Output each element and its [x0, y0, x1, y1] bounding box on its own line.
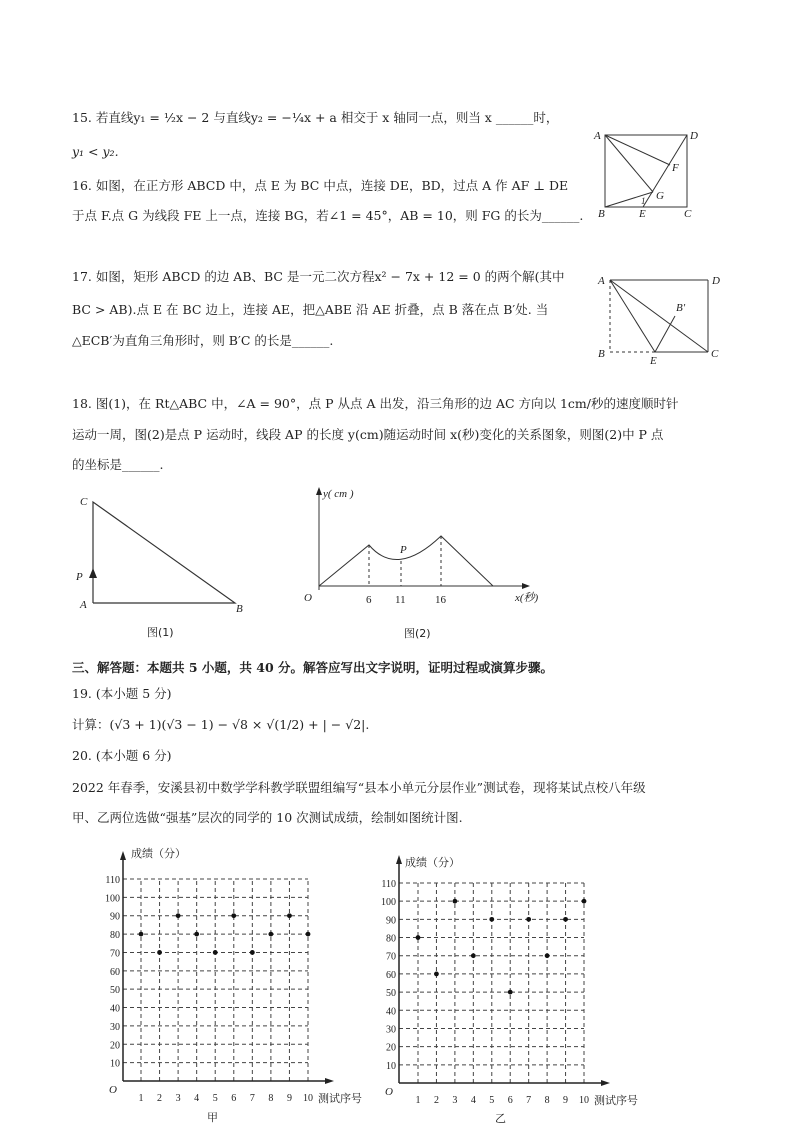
q18-line2: 运动一周，图(2)是点 P 运动时，线段 AP 的长度 y(cm)随运动时间 x(秒)变化的关系图象，则图(2)中 P 点	[72, 427, 664, 442]
q18-triangle-figure	[93, 502, 235, 603]
q16-label-f: F	[672, 162, 679, 174]
arrow-up-icon	[89, 568, 97, 578]
y-tick-label: 30	[386, 1024, 396, 1036]
y-tick-label: 40	[110, 1003, 120, 1015]
y-axis-arrow-icon	[316, 487, 322, 495]
y-axis-arrow-icon	[396, 855, 402, 864]
data-point	[563, 917, 568, 922]
x-tick-label: 7	[249, 1093, 255, 1104]
x-tick-label: 10	[303, 1093, 313, 1104]
q17-label-b: B	[598, 348, 605, 360]
y-tick-label: 40	[386, 1006, 396, 1018]
fig1-label-a: A	[80, 599, 87, 611]
q16-label-angle1: 1	[641, 196, 646, 206]
y-tick-label: 20	[110, 1040, 120, 1052]
q20-head: 20. (本小题 6 分)	[72, 748, 172, 763]
fig1-label-p: P	[76, 571, 83, 583]
x-tick-label: 5	[489, 1095, 495, 1106]
data-point	[452, 899, 457, 904]
q16-line1: 16. 如图，在正方形 ABCD 中，点 E 为 BC 中点，连接 DE，BD，过点 A 作 AF ⊥ DE	[72, 178, 569, 193]
x-axis-arrow-icon	[522, 583, 530, 589]
q16-label-b: B	[598, 208, 605, 220]
q18-line3: 的坐标是______.	[72, 457, 164, 472]
chart-title: 乙	[495, 1112, 506, 1124]
chart-title: 甲	[207, 1111, 218, 1124]
origin-label: O	[109, 1084, 117, 1096]
q20-line1: 2022 年春季，安溪县初中数学学科教学联盟组编写“县本小单元分层作业”测试卷，现将某试点校八年级	[72, 780, 646, 795]
x-tick-label: 7	[526, 1095, 532, 1106]
x-tick-label: 8	[544, 1095, 550, 1106]
q17-label-a: A	[598, 275, 605, 287]
x-axis-label: 测试序号	[594, 1094, 638, 1107]
data-point	[268, 932, 273, 937]
y-tick-label: 70	[110, 948, 120, 960]
x-tick-label: 3	[175, 1093, 181, 1104]
data-point	[508, 990, 513, 995]
data-point	[194, 932, 199, 937]
fig2-ylabel: y( cm )	[323, 488, 354, 500]
q17-label-c: C	[711, 348, 719, 360]
y-tick-label: 70	[386, 951, 396, 963]
q15-line2: y₁ < y₂.	[72, 144, 119, 159]
q17-label-e: E	[650, 355, 657, 367]
score-charts	[105, 846, 638, 1124]
fig2-tick: 16	[435, 594, 446, 606]
y-tick-label: 100	[105, 893, 120, 905]
fig1-caption: 图(1)	[147, 626, 174, 639]
x-tick-label: 4	[194, 1093, 200, 1104]
y-axis-label: 成绩（分）	[405, 856, 460, 869]
x-tick-label: 3	[452, 1095, 458, 1106]
q16-line2: 于点 F.点 G 为线段 FE 上一点，连接 BG，若∠1 = 45°，AB = 10，则 FG 的长为______.	[72, 208, 584, 223]
x-tick-label: 4	[470, 1095, 476, 1106]
data-point	[489, 917, 494, 922]
y-tick-label: 90	[386, 915, 396, 927]
x-tick-label: 6	[507, 1095, 513, 1106]
y-tick-label: 80	[386, 933, 396, 945]
q17-line2: BC > AB).点 E 在 BC 边上，连接 AE，把△ABE 沿 AE 折叠，点 B 落在点 B′处. 当	[72, 302, 549, 317]
y-tick-label: 60	[110, 966, 120, 978]
q16-label-a: A	[594, 130, 601, 142]
data-point	[176, 913, 181, 918]
data-point	[213, 950, 218, 955]
data-point	[471, 953, 476, 958]
fig2-origin: O	[304, 592, 312, 604]
fig2-tick: 11	[395, 594, 406, 606]
y-tick-label: 60	[386, 969, 396, 981]
data-point	[434, 972, 439, 977]
y-tick-label: 100	[381, 897, 396, 909]
data-point	[416, 935, 421, 940]
fig1-label-c: C	[80, 496, 88, 508]
q16-label-c: C	[684, 208, 692, 220]
x-tick-label: 1	[138, 1093, 144, 1104]
data-point	[526, 917, 531, 922]
fig2-xlabel: x(秒)	[515, 592, 539, 604]
x-tick-label: 5	[212, 1093, 218, 1104]
fig2-label-p: P	[400, 544, 407, 556]
q17-label-bprime: B′	[676, 302, 686, 314]
q15-line1: 15. 若直线y₁ = ½x − 2 与直线y₂ = −¼x + a 相交于 x 轴同一点，则当 x ______时，	[72, 110, 559, 125]
y-tick-label: 90	[110, 911, 120, 923]
q19-head: 19. (本小题 5 分)	[72, 686, 172, 701]
x-tick-label: 2	[433, 1095, 439, 1106]
fig1-label-b: B	[236, 603, 243, 615]
q16-label-e: E	[639, 208, 646, 220]
y-tick-label: 80	[110, 930, 120, 942]
data-point	[231, 913, 236, 918]
y-axis-label: 成绩（分）	[131, 847, 186, 860]
q17-line3: △ECB′为直角三角形时，则 B′C 的长是______.	[72, 333, 334, 348]
data-point	[250, 950, 255, 955]
y-tick-label: 50	[386, 988, 396, 1000]
y-tick-label: 110	[105, 875, 120, 886]
data-point	[582, 899, 587, 904]
x-axis-label: 测试序号	[318, 1092, 362, 1105]
y-tick-label: 20	[386, 1042, 396, 1054]
x-tick-label: 9	[563, 1095, 569, 1106]
fig2-caption: 图(2)	[404, 627, 431, 640]
x-axis-arrow-icon	[325, 1078, 334, 1084]
y-tick-label: 10	[386, 1060, 396, 1072]
y-tick-label: 10	[110, 1058, 120, 1070]
x-tick-label: 8	[268, 1093, 274, 1104]
data-point	[139, 932, 144, 937]
q16-label-d: D	[690, 130, 698, 142]
data-point	[545, 953, 550, 958]
q17-rectangle-figure	[610, 280, 708, 352]
y-tick-label: 50	[110, 985, 120, 997]
data-point	[287, 913, 292, 918]
y-tick-label: 110	[381, 879, 396, 890]
x-tick-label: 1	[415, 1095, 421, 1106]
section-3-heading: 三、解答题：本题共 5 小题，共 40 分。解答应写出文字说明，证明过程或演算步骤。	[72, 660, 554, 675]
x-tick-label: 9	[286, 1093, 292, 1104]
x-tick-label: 6	[231, 1093, 237, 1104]
origin-label: O	[385, 1086, 393, 1098]
q18-graph-figure	[319, 492, 525, 590]
y-tick-label: 30	[110, 1021, 120, 1033]
q18-line1: 18. 图(1)，在 Rt△ABC 中，∠A = 90°，点 P 从点 A 出发，沿三角形的边 AC 方向以 1cm/秒的速度顺时针	[72, 396, 679, 411]
q19-body: 计算：(√3 + 1)(√3 − 1) − √8 × √(1/2) + | − √2|.	[72, 717, 370, 732]
y-axis-arrow-icon	[120, 851, 126, 860]
x-tick-label: 10	[579, 1095, 589, 1106]
x-axis-arrow-icon	[601, 1080, 610, 1086]
data-point	[157, 950, 162, 955]
x-tick-label: 2	[157, 1093, 163, 1104]
q16-label-g: G	[656, 190, 664, 202]
q17-line1: 17. 如图，矩形 ABCD 的边 AB、BC 是一元二次方程x² − 7x + 12 = 0 的两个解(其中	[72, 269, 565, 284]
fig2-tick: 6	[366, 594, 372, 606]
q17-label-d: D	[712, 275, 720, 287]
q20-line2: 甲、乙两位选做“强基”层次的同学的 10 次测试成绩，绘制如图统计图.	[72, 810, 463, 825]
data-point	[306, 932, 311, 937]
